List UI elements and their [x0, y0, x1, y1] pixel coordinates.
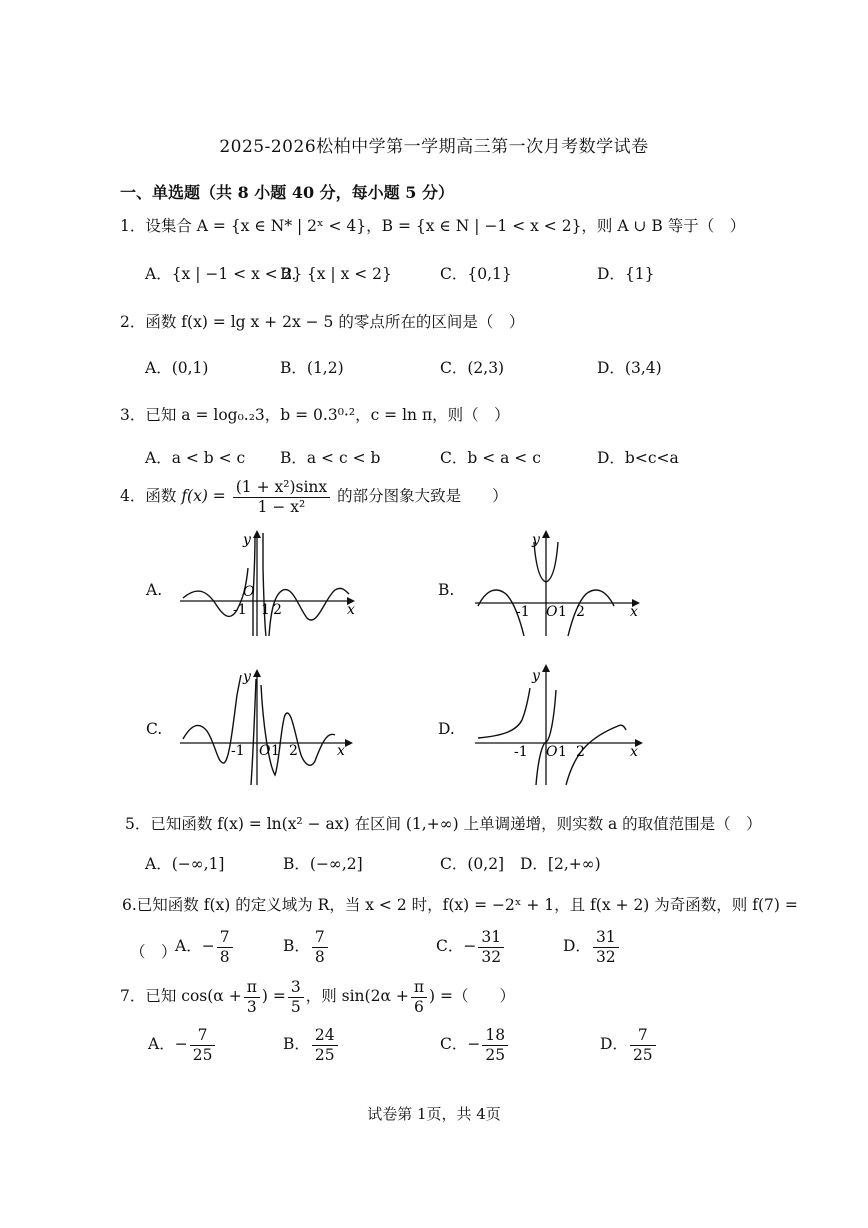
- graph-b-tick-1: 1: [558, 604, 567, 620]
- q7-35-num: 3: [288, 978, 304, 998]
- q7-pi6: [411, 978, 427, 1016]
- q7-part-a: 7．已知 cos(α +: [120, 987, 242, 1006]
- q4-option-c: C.: [146, 720, 163, 738]
- graph-c-tick-1: 1: [271, 743, 280, 759]
- graph-c-tick-m1: -1: [231, 743, 245, 759]
- q7-a-num: 7: [190, 1026, 216, 1046]
- q3-option-c: C．b < a < c: [440, 449, 541, 467]
- section-heading: 一、单选题（共 8 小题 40 分，每小题 5 分）: [120, 183, 454, 202]
- q7-part-b: ) =: [261, 987, 286, 1006]
- q7-c-den: 25: [485, 1045, 506, 1064]
- graph-d-x-label: x: [630, 744, 638, 760]
- q6-d-fraction: [593, 928, 619, 966]
- graph-d-tick-2: 2: [576, 744, 585, 760]
- graph-d-tick-m1: -1: [514, 744, 528, 760]
- q7-a-label: A．: [148, 1035, 175, 1054]
- q3-option-d: D．b<c<a: [597, 449, 679, 467]
- q7-d-num: 7: [630, 1026, 656, 1046]
- q6-a-label: A．: [175, 937, 202, 956]
- q1-option-c: C．{0,1}: [440, 265, 512, 283]
- q7-c-sign: −: [467, 1035, 481, 1054]
- q6-c-num: 31: [478, 928, 504, 948]
- q6-option-c: [436, 928, 506, 966]
- q1-option-a: A．{x | −1 < x < 2}: [145, 265, 303, 283]
- q6-b-num: 7: [312, 928, 328, 948]
- graph-a-tick-m1: -1: [233, 602, 247, 618]
- graph-d-y-label: y: [532, 668, 540, 684]
- q3-option-b: B．a < c < b: [280, 449, 381, 467]
- graph-c-y-label: y: [243, 669, 251, 685]
- graph-c: [175, 665, 355, 790]
- q4-fraction: [233, 478, 330, 516]
- graph-a-tick-1: 1: [261, 602, 270, 618]
- q7-35: [288, 978, 304, 1016]
- q7-b-den: 25: [314, 1045, 335, 1064]
- q7-part-c: ，则 sin(2α +: [305, 987, 409, 1006]
- q6-b-fraction: [312, 928, 328, 966]
- q6-c-fraction: [478, 928, 504, 966]
- q7-b-fraction: [312, 1026, 338, 1064]
- question-2-stem: 2．函数 f(x) = lg x + 2x − 5 的零点所在的区间是（ ）: [120, 313, 525, 331]
- q5-option-b: B．(−∞,2]: [283, 855, 363, 873]
- page-footer: 试卷第 1页，共 4页: [367, 1105, 501, 1123]
- q7-pi3: [244, 978, 260, 1016]
- q6-c-sign: −: [463, 937, 477, 956]
- q4-option-a: A.: [146, 581, 163, 599]
- q6-a-sign: −: [201, 937, 215, 956]
- q7-option-a: [148, 1026, 217, 1064]
- q7-a-sign: −: [174, 1035, 188, 1054]
- q6-option-d: [563, 928, 621, 966]
- q7-c-fraction: [482, 1026, 508, 1064]
- q5-option-a: A．(−∞,1]: [145, 855, 225, 873]
- exam-title: 2025-2026松柏中学第一学期高三第一次月考数学试卷: [219, 137, 649, 157]
- question-4-stem: [120, 478, 508, 516]
- q1-option-d: D．{1}: [597, 265, 655, 283]
- q6-a-den: 8: [219, 947, 230, 966]
- q2-option-b: B．(1,2): [280, 359, 344, 377]
- graph-a-tick-2: 2: [273, 602, 282, 618]
- graph-b-origin: O: [546, 604, 558, 620]
- graph-c-tick-2: 2: [289, 743, 298, 759]
- question-5-stem: 5．已知函数 f(x) = ln(x² − ax) 在区间 (1,+∞) 上单调递增，则实数 a 的取值范围是（ ）: [125, 815, 762, 833]
- q6-a-fraction: [217, 928, 233, 966]
- question-6-stem: 6.已知函数 f(x) 的定义域为 R，当 x < 2 时，f(x) = −2ˣ + 1，且 f(x + 2) 为奇函数，则 f(7) =: [122, 896, 798, 914]
- q7-b-label: B．: [283, 1035, 310, 1054]
- graph-b-y-label: y: [532, 532, 540, 548]
- q7-option-d: [600, 1026, 658, 1064]
- graph-d-tick-1: 1: [558, 744, 567, 760]
- graph-a-y-label: y: [243, 532, 251, 548]
- q4-numerator: (1 + x²)sinx: [233, 478, 330, 498]
- q3-option-a: A．a < b < c: [145, 449, 246, 467]
- graph-a-x-label: x: [347, 602, 355, 618]
- question-1-stem: 1．设集合 A = {x ∈ N* | 2ˣ < 4}，B = {x ∈ N | −1 < x < 2}，则 A ∪ B 等于（ ）: [120, 217, 746, 235]
- q6-b-label: B．: [283, 937, 310, 956]
- q2-option-d: D．(3,4): [597, 359, 662, 377]
- q4-suffix: 的部分图象大致是 ）: [337, 487, 508, 506]
- graph-b-tick-m1: -1: [516, 604, 530, 620]
- q6-option-b: [283, 928, 330, 966]
- graph-d-origin: O: [546, 744, 558, 760]
- q7-option-c: [440, 1026, 510, 1064]
- q4-prefix: 4．函数: [120, 487, 177, 506]
- q7-part-d: ) =（ ）: [429, 987, 515, 1006]
- q7-pi6-num: π: [411, 978, 427, 998]
- graph-b-tick-2: 2: [576, 604, 585, 620]
- q7-option-b: [283, 1026, 340, 1064]
- question-3-stem: 3．已知 a = log₀.₂3，b = 0.3⁰·²，c = ln π，则（ ）: [120, 406, 510, 424]
- q6-c-label: C．: [436, 937, 464, 956]
- q6-d-den: 32: [595, 947, 616, 966]
- q4-option-d: D.: [438, 720, 455, 738]
- q5-option-d: D．[2,+∞): [520, 855, 601, 873]
- graph-b: [470, 528, 640, 638]
- q7-c-label: C．: [440, 1035, 468, 1054]
- q7-d-label: D．: [600, 1035, 628, 1054]
- q7-pi6-den: 6: [414, 997, 424, 1016]
- q7-c-num: 18: [482, 1026, 508, 1046]
- q7-a-fraction: [190, 1026, 216, 1064]
- graph-a: [175, 528, 355, 638]
- graph-a-origin: O: [243, 584, 255, 600]
- q6-c-den: 32: [481, 947, 502, 966]
- question-7-stem: [120, 978, 515, 1016]
- q2-option-a: A．(0,1): [145, 359, 209, 377]
- q6-d-label: D．: [563, 937, 591, 956]
- graph-d: [470, 660, 645, 790]
- graph-b-x-label: x: [630, 604, 638, 620]
- q6-option-a: [175, 928, 235, 966]
- q6-stem-continuation: （ ）: [130, 943, 177, 961]
- q6-b-den: 8: [314, 947, 325, 966]
- q4-fx: f(x) =: [181, 487, 226, 506]
- q7-pi3-den: 3: [246, 997, 257, 1016]
- q7-pi3-num: π: [244, 978, 260, 998]
- q7-a-den: 25: [192, 1045, 213, 1064]
- q4-option-b: B.: [438, 581, 455, 599]
- q1-option-b: B．{x | x < 2}: [280, 265, 392, 283]
- q4-denominator: 1 − x²: [257, 497, 306, 516]
- q7-35-den: 5: [290, 997, 301, 1016]
- q7-b-num: 24: [312, 1026, 338, 1046]
- q5-option-c: C．(0,2]: [440, 855, 505, 873]
- q2-option-c: C．(2,3): [440, 359, 505, 377]
- graph-c-origin: O: [259, 743, 271, 759]
- q6-a-num: 7: [217, 928, 233, 948]
- q7-d-fraction: [630, 1026, 656, 1064]
- graph-c-x-label: x: [337, 743, 345, 759]
- q7-d-den: 25: [632, 1045, 653, 1064]
- q6-d-num: 31: [593, 928, 619, 948]
